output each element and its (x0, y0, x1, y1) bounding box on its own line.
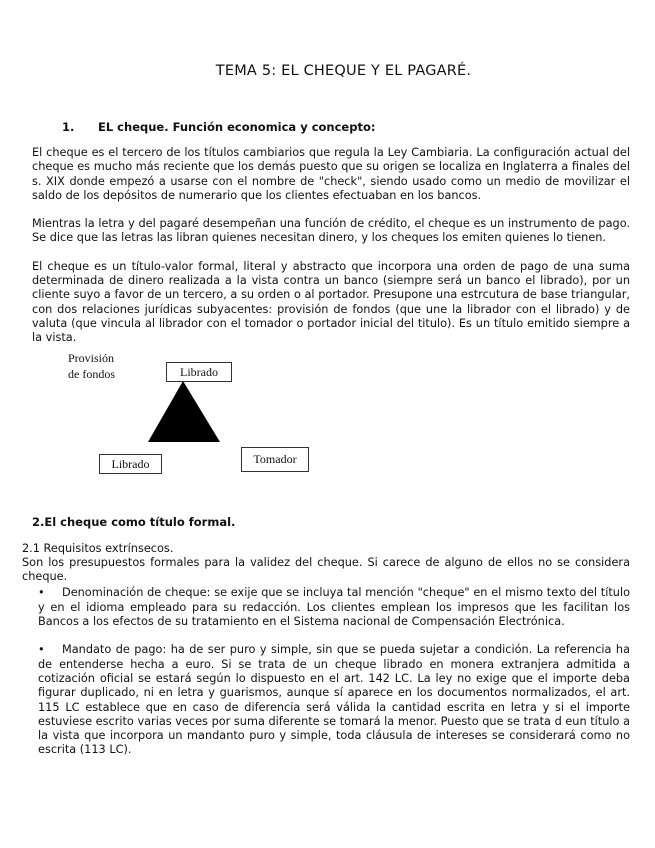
section-2-intro: Son los presupuestos formales para la validez del cheque. Si carece de alguno de ellos no se considera cheque. (22, 555, 630, 584)
librado-top-box: Librado (166, 362, 232, 382)
librado-left-box: Librado (99, 454, 162, 474)
paragraph-definition: El cheque es un título-valor formal, literal y abstracto que incorpora una orden de pago de una suma determinada de dinero realizada a la vista contra un banco (siempre será un banco el librado), por un cliente suyo a favor de un tercero, a su orden o al portador. Presupone una estrcutura de base triangular, con dos relaciones jurídicas subyacentes: provisión de fondos (que une la librador con el librado) y de valuta (que vincula al librador con el tomador o portador inicial del titulo). Es un título emitido siempre a la vista. (32, 259, 630, 345)
bullet-item-denominacion (38, 586, 630, 629)
provision-label-line1: Provisión (68, 350, 115, 365)
bullet-text: Mandato de pago: ha de ser puro y simple, sin que se pueda sujetar a condición. La referencia ha de entenderse hecha a euro. Si se trata de un cheque librado en monera extranjera admitida a cotización oficial se estará según lo dispuesto en el art. 142 LC. La ley no exige que el importe deba figurar duplicado, ni en letra y guarismos, aunque sí aparece en los documentos normalizados, el art. 115 LC establece que en caso de diferencia será válida la cantidad escrita en letra y si el importe estuviese escrito varias veces por suma diferente se tomará la menor. Puesto que se trata d eun título a la vista que incorpora un mandanto puro y simple, toda cláusula de intereses se considerará como no escrita (113 LC). (38, 643, 630, 757)
triangle-shape (140, 377, 230, 447)
section-1-number: 1. (62, 120, 75, 134)
bullet-icon: • (38, 643, 45, 657)
section-1-heading: EL cheque. Función economica y concepto: (98, 120, 376, 134)
section-2-1-subheading: 2.1 Requisitos extrínsecos. (22, 541, 174, 555)
bullet-icon: • (38, 586, 45, 600)
bullet-item-mandato (38, 643, 630, 757)
section-1-heading-row (62, 120, 630, 135)
cheque-diagram (22, 350, 630, 515)
provision-label-line2: de fondos (68, 366, 115, 381)
paragraph-origin: El cheque es el tercero de los títulos cambiarios que regula la Ley Cambiaria. La configuración actual del cheque es mucho más reciente que los demás puesto que su origen se localiza en Inglaterra a finales del s. XIX donde empezó a usarse con el nombre de "check", siendo usado como un medio de movilizar el saldo de los depósitos de numerario que los clientes efectuaban en los bancos. (32, 146, 630, 202)
tomador-box: Tomador (241, 447, 309, 472)
bullet-text: Denominación de cheque: se exije que se incluya tal mención "cheque" en el mismo texto del título y en el idioma empleado para su redacción. Los clientes emplean los impresos que les facilitan los Bancos a los efectos de su tratamiento en el Sistema nacional de Compensación Electrónica. (38, 586, 630, 629)
page-title: TEMA 5: EL CHEQUE Y EL PAGARÉ. (215, 63, 472, 79)
paragraph-function: Mientras la letra y del pagaré desempeñan una función de crédito, el cheque es un instrumento de pago. Se dice que las letras las libran quienes necesitan dinero, y los cheques los emiten quienes lo tienen. (32, 217, 630, 245)
section-2-heading: 2.El cheque como título formal. (32, 514, 236, 529)
